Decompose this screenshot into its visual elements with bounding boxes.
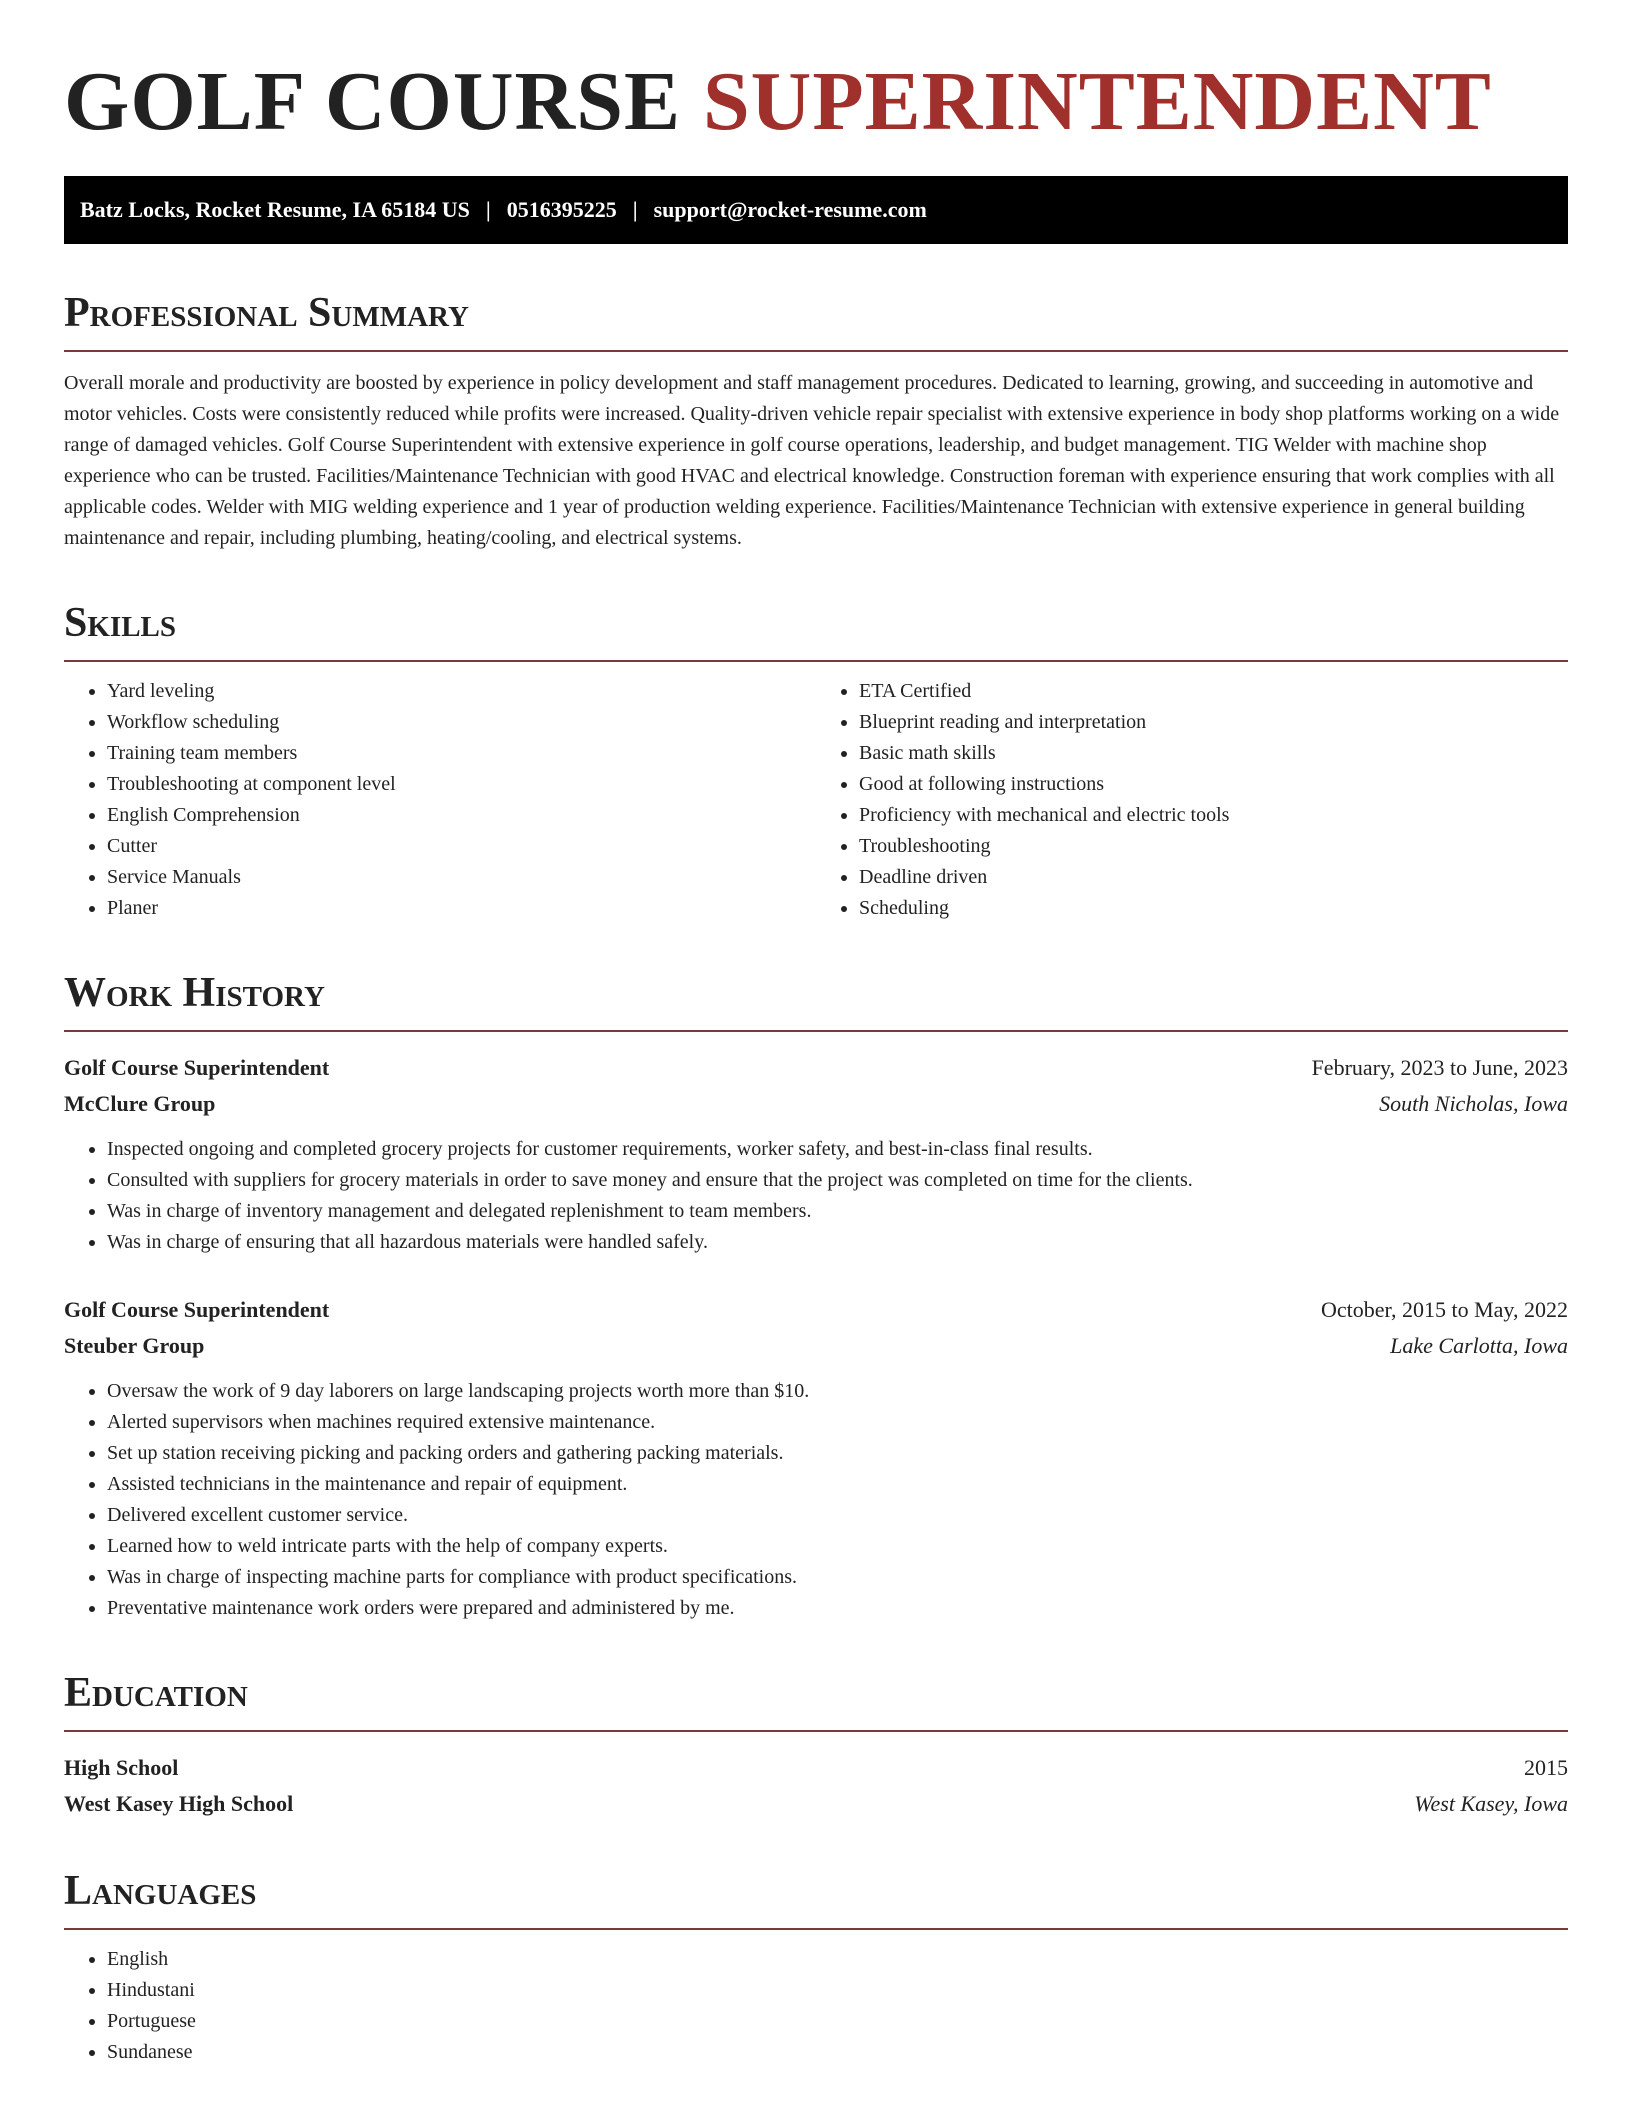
job-duty: • Delivered excellent customer service. — [107, 1500, 1568, 1531]
job-duty: • Learned how to weld intricate parts with the help of company experts. — [107, 1531, 1568, 1562]
section-heading: Professional Summary — [64, 290, 469, 336]
education-degree-row — [64, 1750, 1568, 1786]
education-entry — [64, 1750, 1568, 1822]
skills-section — [64, 598, 1568, 924]
job-company-row — [64, 1328, 1568, 1364]
job-title: Golf Course Superintendent — [64, 1055, 330, 1080]
job-duties-list — [64, 1376, 1568, 1624]
job-duty: • Alerted supervisors when machines required extensive maintenance. — [107, 1407, 1568, 1438]
job-location: Lake Carlotta, Iowa — [1390, 1333, 1568, 1358]
skill-item: • Cutter — [107, 831, 816, 862]
section-heading: Education — [64, 1670, 248, 1716]
skill-item: • Training team members — [107, 738, 816, 769]
contact-address: Batz Locks, Rocket Resume, IA 65184 US — [80, 197, 470, 222]
skill-item: • Troubleshooting at component level — [107, 769, 816, 800]
language-item: • Hindustani — [107, 1975, 1568, 2006]
job-title: Golf Course Superintendent — [64, 1297, 330, 1322]
job-duty: • Assisted technicians in the maintenance and repair of equipment. — [107, 1469, 1568, 1500]
job-duty: • Was in charge of inspecting machine parts for compliance with product specifications. — [107, 1562, 1568, 1593]
education-year: 2015 — [1524, 1755, 1568, 1780]
job-title-row — [64, 1050, 1568, 1086]
job-entry — [64, 1292, 1568, 1624]
job-duty: • Was in charge of inventory management and delegated replenishment to team members. — [107, 1196, 1568, 1227]
skills-grid — [64, 676, 1568, 924]
job-duty: • Was in charge of ensuring that all hazardous materials were handled safely. — [107, 1227, 1568, 1258]
summary-section — [64, 288, 1568, 554]
skill-item: • Scheduling — [859, 893, 1568, 924]
skill-item: • Basic math skills — [859, 738, 1568, 769]
skill-item: • Workflow scheduling — [107, 707, 816, 738]
language-item: • Portuguese — [107, 2006, 1568, 2037]
skill-item: • English Comprehension — [107, 800, 816, 831]
job-duty: • Oversaw the work of 9 day laborers on large landscaping projects worth more than $10. — [107, 1376, 1568, 1407]
work-history-section — [64, 968, 1568, 1624]
resume-title — [64, 52, 1568, 152]
languages-section — [64, 1866, 1568, 2068]
education-location: West Kasey, Iowa — [1414, 1791, 1568, 1816]
job-dates: October, 2015 to May, 2022 — [1321, 1297, 1568, 1322]
education-school-row — [64, 1786, 1568, 1822]
skills-list-right — [816, 676, 1568, 924]
section-divider — [64, 1730, 1568, 1732]
skill-item: • Deadline driven — [859, 862, 1568, 893]
languages-list — [64, 1944, 1568, 2068]
section-divider — [64, 660, 1568, 662]
section-heading: Skills — [64, 600, 177, 646]
section-divider — [64, 1030, 1568, 1032]
job-company: Steuber Group — [64, 1333, 205, 1358]
job-company: McClure Group — [64, 1091, 216, 1116]
job-duty: • Consulted with suppliers for grocery materials in order to save money and ensure that the project was completed on time for the clients. — [107, 1165, 1568, 1196]
skills-list-left — [64, 676, 816, 924]
language-item: • English — [107, 1944, 1568, 1975]
contact-separator: | — [632, 197, 638, 222]
skill-item: • ETA Certified — [859, 676, 1568, 707]
skill-item: • Yard leveling — [107, 676, 816, 707]
job-duty: • Set up station receiving picking and packing orders and gathering packing materials. — [107, 1438, 1568, 1469]
title-accent: SUPERINTENDENT — [702, 55, 1492, 148]
education-degree: High School — [64, 1755, 179, 1780]
section-heading: Languages — [64, 1868, 257, 1914]
education-school: West Kasey High School — [64, 1791, 294, 1816]
language-item: • Sundanese — [107, 2037, 1568, 2068]
job-duty: • Preventative maintenance work orders were prepared and administered by me. — [107, 1593, 1568, 1624]
job-company-row — [64, 1086, 1568, 1122]
skill-item: • Blueprint reading and interpretation — [859, 707, 1568, 738]
contact-email: support@rocket-resume.com — [653, 197, 927, 222]
skill-item: • Service Manuals — [107, 862, 816, 893]
job-dates: February, 2023 to June, 2023 — [1311, 1055, 1568, 1080]
summary-text: Overall morale and productivity are boosted by experience in policy development and staff management procedures. Dedicated to learning, growing, and succeeding in automotive and motor vehicles. Costs were consistently reduced while profits were increased. Quality-driven vehicle repair specialist with extensive experience in body shop platforms working on a wide range of damaged vehicles. Golf Course Superintendent with extensive experience in golf course operations, leadership, and budget management. TIG Welder with machine shop experience who can be trusted. Facilities/Maintenance Technician with good HVAC and electrical knowledge. Construction foreman with experience ensuring that work complies with all applicable codes. Welder with MIG welding experience and 1 year of production welding experience. Facilities/Maintenance Technician with extensive experience in general building maintenance and repair, including plumbing, heating/cooling, and electrical systems. — [64, 372, 1560, 549]
job-location: South Nicholas, Iowa — [1379, 1091, 1568, 1116]
contact-phone: 0516395225 — [506, 197, 617, 222]
skill-item: • Troubleshooting — [859, 831, 1568, 862]
section-divider — [64, 1928, 1568, 1930]
job-title-row — [64, 1292, 1568, 1328]
job-entry — [64, 1050, 1568, 1258]
job-duties-list — [64, 1134, 1568, 1258]
skill-item: • Planer — [107, 893, 816, 924]
skill-item: • Good at following instructions — [859, 769, 1568, 800]
education-section — [64, 1668, 1568, 1822]
contact-bar — [64, 176, 1568, 244]
skill-item: • Proficiency with mechanical and electric tools — [859, 800, 1568, 831]
title-plain: GOLF COURSE — [64, 55, 681, 148]
section-heading: Work History — [64, 970, 325, 1016]
contact-separator: | — [485, 197, 491, 222]
section-divider — [64, 350, 1568, 352]
job-duty: • Inspected ongoing and completed grocery projects for customer requirements, worker safety, and best-in-class final results. — [107, 1134, 1568, 1165]
